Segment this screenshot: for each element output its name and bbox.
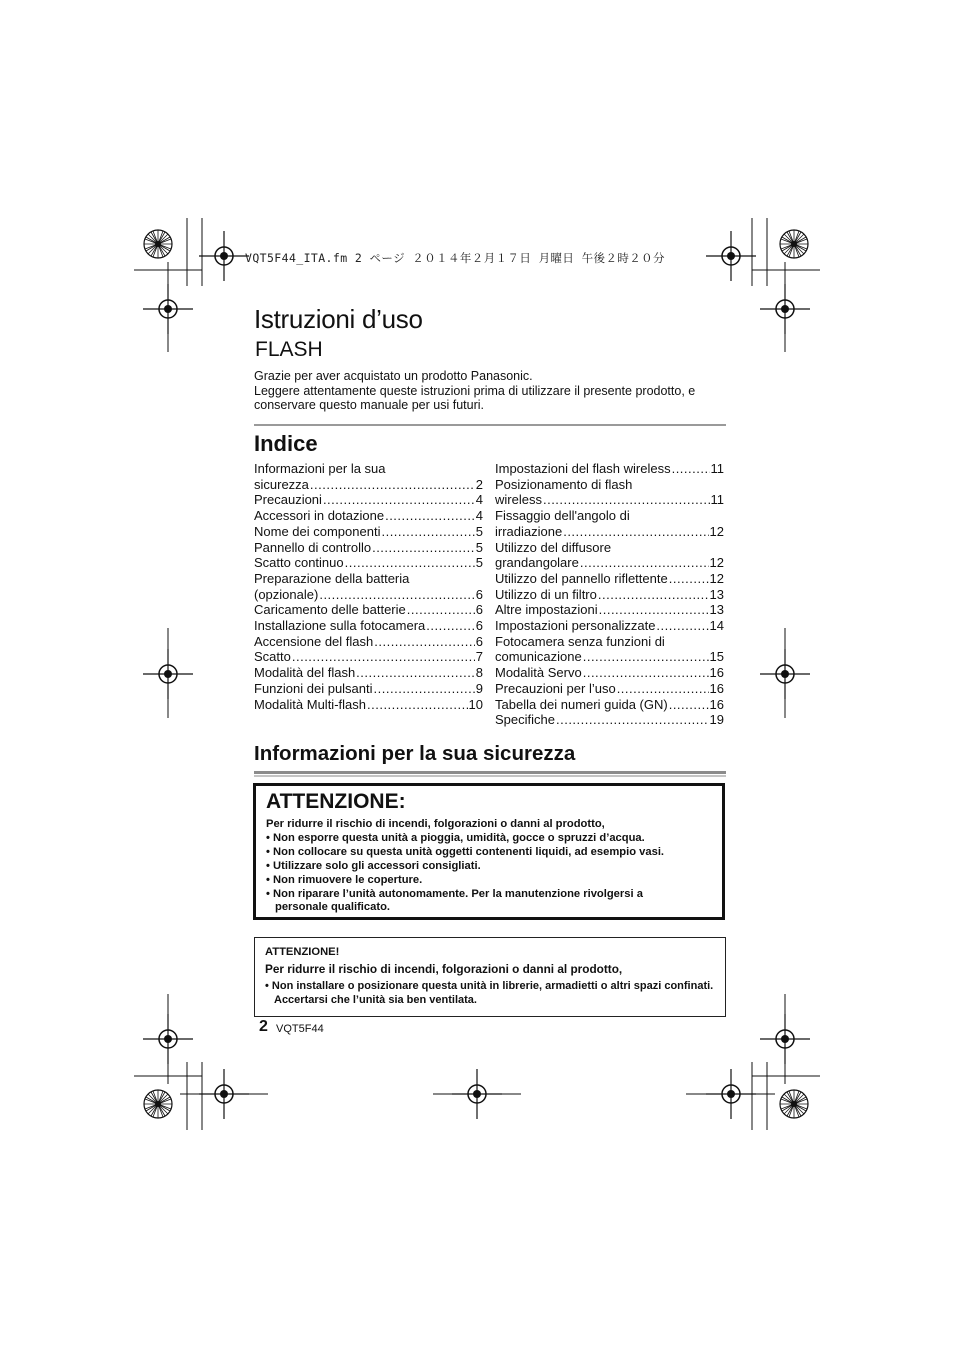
toc-page-number: 6 xyxy=(475,618,483,634)
safety-divider-shadow xyxy=(254,775,726,777)
toc-leader-dots xyxy=(356,665,475,681)
toc-entry xyxy=(254,634,483,650)
toc-entry-title: irradiazione xyxy=(495,523,563,539)
toc-leader-dots xyxy=(599,602,709,618)
toc-page-number: 5 xyxy=(475,523,483,539)
print-header-line: VQT5F44_ITA.fm 2 ページ ２０１４年２月１７日 月曜日 午後２時２０分 xyxy=(245,251,665,265)
toc-leader-dots xyxy=(345,555,475,571)
toc-leader-dots xyxy=(583,649,709,665)
toc-entry xyxy=(254,555,483,571)
toc-entry xyxy=(495,461,724,477)
toc-page-number: 13 xyxy=(709,602,724,618)
toc-entry-title: Funzioni dei pulsanti xyxy=(254,680,373,696)
warning-item: • Non riparare l’unità autonomamente. Per la manutenzione rivolgersi a personale qualificato. xyxy=(266,887,643,914)
document-subtitle: FLASH xyxy=(255,338,323,361)
intro-line: Leggere attentamente queste istruzioni prima di utilizzare il presente prodotto, e xyxy=(254,383,696,398)
toc-entry-title: Impostazioni personalizzate xyxy=(495,618,656,634)
toc-page-number: 6 xyxy=(475,602,483,618)
toc-entry-title: Specifiche xyxy=(495,712,555,728)
toc-leader-dots xyxy=(367,697,468,713)
toc-leader-dots xyxy=(672,461,710,477)
warning-box xyxy=(253,783,725,920)
intro-paragraph xyxy=(254,369,734,413)
toc-page-number: 11 xyxy=(710,492,724,508)
warning-item: • Non rimuovere le coperture. xyxy=(266,873,423,886)
toc-entry-title: Altre impostazioni xyxy=(495,602,598,618)
toc-entry-title: Posizionamento di flash xyxy=(495,476,633,492)
toc-entry xyxy=(495,587,724,603)
toc-left-column xyxy=(254,461,483,712)
toc-entry xyxy=(495,571,724,587)
toc-entry-title: Fotocamera senza funzioni di xyxy=(495,633,665,649)
toc-entry xyxy=(495,602,724,618)
toc-entry-title: Tabella dei numeri guida (GN) xyxy=(495,696,668,712)
toc-entry xyxy=(254,618,483,634)
toc-leader-dots xyxy=(583,665,709,681)
toc-leader-dots xyxy=(426,618,475,634)
toc-entry-title: grandangolare xyxy=(495,555,579,571)
toc-entry-title: Preparazione della batteria xyxy=(254,570,410,586)
toc-leader-dots xyxy=(669,571,709,587)
toc-entry xyxy=(254,492,483,508)
toc-entry-title: Precauzioni xyxy=(254,492,322,508)
toc-leader-dots xyxy=(319,587,474,603)
toc-leader-dots xyxy=(563,524,708,540)
toc-entry-title: Pannello di controllo xyxy=(254,539,372,555)
toc-entry-title: Impostazioni del flash wireless xyxy=(495,461,671,476)
toc-entry-title: Utilizzo del diffusore xyxy=(495,539,612,555)
toc-page-number: 15 xyxy=(709,649,724,665)
toc-entry-title: Scatto continuo xyxy=(254,555,344,571)
toc-entry-title: Accensione del flash xyxy=(254,633,374,649)
toc-leader-dots xyxy=(656,618,708,634)
section-divider xyxy=(254,424,726,426)
page-number: 2 xyxy=(259,1018,268,1035)
notice-box xyxy=(254,937,726,1017)
intro-line: Grazie per aver acquistato un prodotto Panasonic. xyxy=(254,369,533,383)
toc-leader-dots xyxy=(381,524,474,540)
toc-entry-title: Accessori in dotazione xyxy=(254,508,385,524)
toc-entry-title: wireless xyxy=(495,492,542,508)
toc-page-number: 7 xyxy=(475,649,483,665)
toc-page-number: 10 xyxy=(468,696,483,712)
toc-page-number: 6 xyxy=(475,633,483,649)
toc-leader-dots xyxy=(407,602,475,618)
toc-leader-dots xyxy=(323,492,475,508)
document-title: Istruzioni d’uso xyxy=(254,304,423,334)
toc-leader-dots xyxy=(669,697,709,713)
warning-item: • Non collocare su questa unità oggetti contenenti liquidi, ad esempio vasi. xyxy=(266,845,665,858)
toc-entry-title: Caricamento delle batterie xyxy=(254,602,406,618)
toc-entry xyxy=(254,524,483,540)
toc-entry-title: Utilizzo di un filtro xyxy=(495,586,597,602)
toc-entry xyxy=(495,697,724,713)
safety-heading: Informazioni per la sua sicurezza xyxy=(254,742,576,765)
toc-entry xyxy=(254,602,483,618)
toc-entry-title: Modalità Multi-flash xyxy=(254,696,366,712)
toc-entry xyxy=(495,681,724,697)
warning-title: ATTENZIONE: xyxy=(266,790,406,813)
toc-page-number: 6 xyxy=(475,586,483,602)
toc-page-number: 2 xyxy=(475,476,483,492)
toc-page-number: 5 xyxy=(475,539,483,555)
toc-page-number: 4 xyxy=(475,508,483,524)
toc-entry xyxy=(495,477,724,508)
toc-entry xyxy=(254,540,483,556)
document-code: VQT5F44 xyxy=(276,1023,324,1035)
toc-entry-title: Utilizzo del pannello riflettente xyxy=(495,570,668,586)
toc-entry-title: Nome dei componenti xyxy=(254,523,381,539)
warning-body xyxy=(266,818,716,915)
toc-heading: Indice xyxy=(254,431,318,456)
toc-page-number: 13 xyxy=(709,586,724,602)
toc-entry xyxy=(495,618,724,634)
toc-leader-dots xyxy=(372,540,475,556)
toc-entry-title: comunicazione xyxy=(495,649,582,665)
toc-entry xyxy=(254,649,483,665)
toc-entry-title: sicurezza xyxy=(254,476,309,492)
toc-leader-dots xyxy=(385,508,475,524)
toc-entry xyxy=(254,508,483,524)
warning-item: • Non esporre questa unità a pioggia, umidità, gocce o spruzzi d’acqua. xyxy=(266,831,645,844)
toc-entry-title: Scatto xyxy=(254,649,291,665)
warning-item: • Utilizzare solo gli accessori consigliati. xyxy=(266,859,481,872)
toc-entry xyxy=(254,697,483,713)
toc-entry-title: Installazione sulla fotocamera xyxy=(254,618,426,634)
toc-entry-title: Precauzioni per l’uso xyxy=(495,680,616,696)
toc-entry xyxy=(495,634,724,665)
toc-entry xyxy=(495,665,724,681)
notice-body xyxy=(265,980,715,1008)
toc-leader-dots xyxy=(374,634,475,650)
toc-page-number: 16 xyxy=(709,680,724,696)
toc-entry xyxy=(254,571,483,602)
notice-lead: Per ridurre il rischio di incendi, folgorazioni o danni al prodotto, xyxy=(265,962,623,976)
toc-leader-dots xyxy=(310,477,475,493)
intro-line: conservare questo manuale per usi futuri. xyxy=(254,398,484,413)
toc-leader-dots xyxy=(617,681,709,697)
toc-page-number: 4 xyxy=(475,492,483,508)
toc-page-number: 5 xyxy=(475,555,483,571)
toc-page-number: 14 xyxy=(709,618,724,634)
toc-entry xyxy=(495,508,724,539)
warning-lead: Per ridurre il rischio di incendi, folgorazioni o danni al prodotto, xyxy=(266,818,605,830)
toc-page-number: 12 xyxy=(709,570,724,586)
toc-leader-dots xyxy=(598,587,709,603)
toc-leader-dots xyxy=(543,492,710,508)
toc-leader-dots xyxy=(580,555,709,571)
toc-entry xyxy=(254,681,483,697)
toc-entry-title: (opzionale) xyxy=(254,586,319,602)
toc-page-number: 12 xyxy=(709,555,724,571)
toc-page-number: 11 xyxy=(710,461,724,476)
toc-entry xyxy=(495,540,724,571)
notice-item: • Non installare o posizionare questa unità in librerie, armadietti o altri spazi confinati. Accertarsi che l’unità sia ben ventilata. xyxy=(265,980,714,1006)
toc-entry xyxy=(254,461,483,492)
toc-leader-dots xyxy=(556,712,709,728)
toc-entry-title: Fissaggio dell'angolo di xyxy=(495,508,630,524)
toc-entry xyxy=(495,712,724,728)
toc-page-number: 8 xyxy=(475,665,483,681)
toc-page-number: 16 xyxy=(709,696,724,712)
toc-right-column xyxy=(495,461,724,728)
toc-page-number: 9 xyxy=(475,680,483,696)
toc-entry-title: Modalità Servo xyxy=(495,665,582,681)
toc-page-number: 12 xyxy=(709,523,724,539)
toc-page-number: 16 xyxy=(709,665,724,681)
toc-leader-dots xyxy=(374,681,475,697)
toc-entry-title: Informazioni per la sua xyxy=(254,461,386,476)
toc-page-number: 19 xyxy=(709,712,724,728)
safety-divider xyxy=(254,771,726,774)
notice-title: ATTENZIONE! xyxy=(265,946,340,958)
toc-leader-dots xyxy=(292,649,475,665)
toc-entry xyxy=(254,665,483,681)
toc-entry-title: Modalità del flash xyxy=(254,665,356,681)
